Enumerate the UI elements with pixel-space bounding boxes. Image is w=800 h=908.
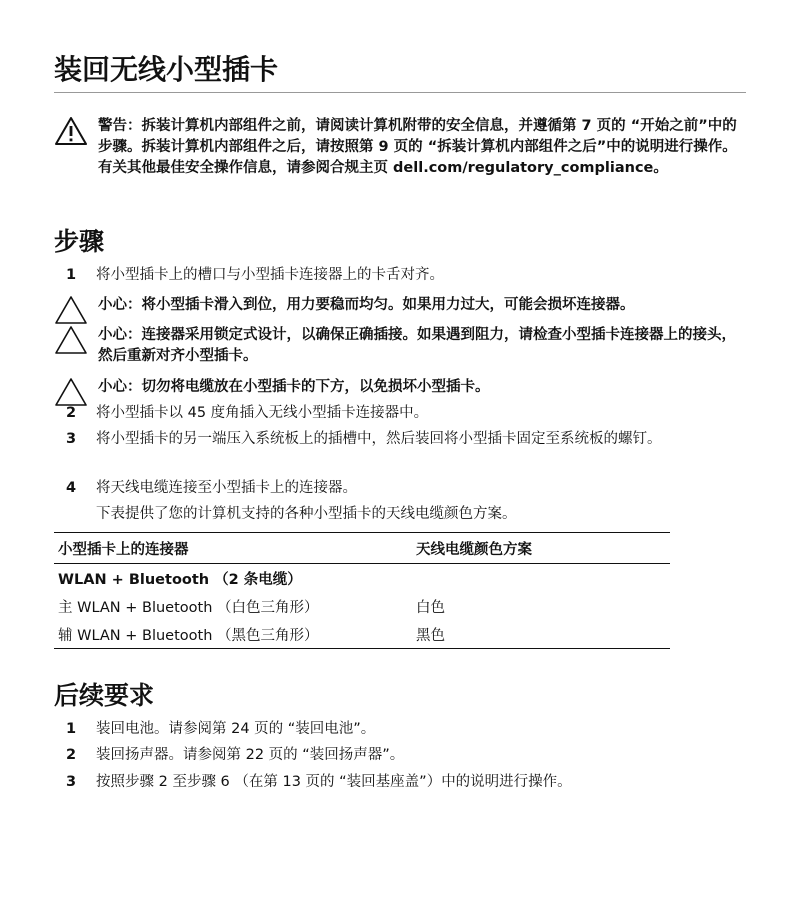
caution-label: 小心： (98, 327, 142, 343)
connector-cell: 主 WLAN + Bluetooth （白色三角形） (58, 599, 319, 616)
step-text: 将小型插卡以 45 度角插入无线小型插卡连接器中。 (96, 405, 429, 421)
warning-triangle-icon (54, 116, 88, 146)
step-text: 装回扬声器。请参阅第 22 页的 “装回扬声器”。 (96, 747, 405, 763)
color-cell: 黑色 (416, 627, 445, 644)
step-text: 按照步骤 2 至步骤 6 （在第 13 页的 “装回基座盖”）中的说明进行操作。 (96, 774, 572, 790)
column-header-connector: 小型插卡上的连接器 (54, 533, 412, 564)
caution-notice-2 (54, 325, 746, 367)
procedure-step-3 (66, 429, 746, 450)
step-text: 将小型插卡的另一端压入系统板上的插槽中，然后装回将小型插卡固定至系统板的螺钉。 (96, 431, 662, 447)
post-step-2 (66, 745, 746, 766)
step-text: 将小型插卡上的槽口与小型插卡连接器上的卡舌对齐。 (96, 267, 444, 283)
procedure-step-1 (66, 265, 746, 286)
table-header-row (54, 533, 670, 564)
column-header-color-scheme: 天线电缆颜色方案 (412, 533, 670, 564)
step-number: 1 (66, 721, 77, 737)
step-text: 装回电池。请参阅第 24 页的 “装回电池”。 (96, 721, 376, 737)
step-number: 1 (66, 267, 77, 283)
warning-notice (54, 116, 746, 179)
caution-label: 小心： (98, 379, 142, 395)
post-step-1 (66, 719, 746, 740)
step-number: 2 (66, 747, 77, 763)
table-row (54, 620, 670, 649)
procedure-heading: 步骤 (54, 227, 105, 256)
page-title: 装回无线小型插卡 (54, 50, 746, 93)
step-number: 2 (66, 405, 77, 421)
post-step-3 (66, 772, 746, 793)
step-number: 3 (66, 774, 77, 790)
caution-triangle-icon (54, 295, 88, 325)
table-group-row (54, 564, 670, 593)
procedure-step-4 (66, 478, 746, 499)
procedure-step-2 (66, 403, 746, 424)
warning-label: 警告： (98, 118, 142, 134)
caution-text: 切勿将电缆放在小型插卡的下方，以免损坏小型插卡。 (141, 379, 490, 395)
group-label: WLAN + Bluetooth （2 条电缆） (58, 571, 302, 588)
table-row (54, 592, 670, 620)
caution-notice-3 (54, 377, 746, 398)
caution-text: 连接器采用锁定式设计，以确保正确插接。如果遇到阻力，请检查小型插卡连接器上的接头，然后重新对齐小型插卡。 (98, 327, 736, 364)
caution-label: 小心： (98, 297, 142, 313)
caution-triangle-icon (54, 325, 88, 355)
step-number: 4 (66, 480, 77, 496)
caution-text: 将小型插卡滑入到位，用力要稳而均匀。如果用力过大，可能会损坏连接器。 (141, 297, 635, 313)
post-requirements-heading: 后续要求 (54, 681, 155, 710)
color-cell: 白色 (416, 599, 445, 616)
antenna-cable-table (54, 532, 670, 649)
step-number: 3 (66, 431, 77, 447)
table-intro: 下表提供了您的计算机支持的各种小型插卡的天线电缆颜色方案。 (96, 506, 517, 522)
step-text: 将天线电缆连接至小型插卡上的连接器。 (96, 480, 357, 496)
connector-cell: 辅 WLAN + Bluetooth （黑色三角形） (58, 627, 319, 644)
warning-text: 拆装计算机内部组件之前，请阅读计算机附带的安全信息，并遵循第 7 页的 “开始之前”中的步骤。拆装计算机内部组件之后，请按照第 9 页的 “拆装计算机内部组件之后”中的说明进行操作。有关其他最佳安全操作信息，请参阅合规主页 dell.com/regulatory_compliance。 (98, 118, 737, 176)
caution-notice-1 (54, 295, 746, 316)
